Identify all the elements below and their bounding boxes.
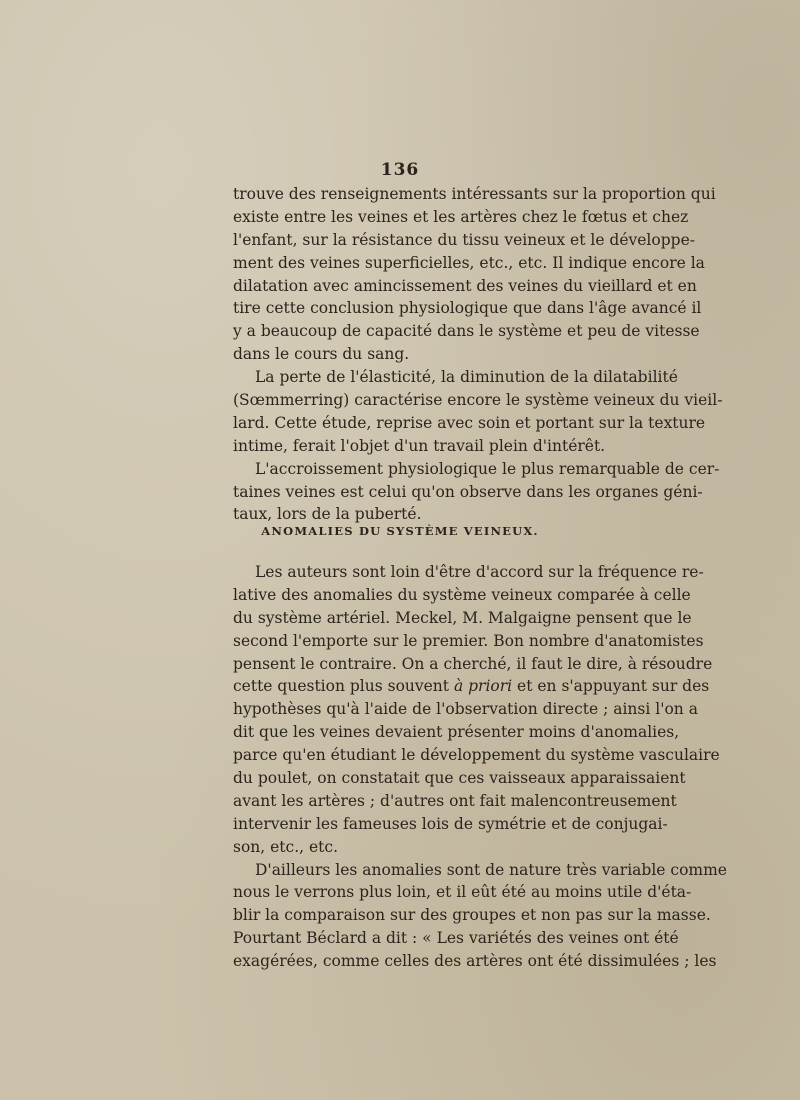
text-line: taux, lors de la puberté. [233,505,422,524]
text-line: lard. Cette étude, reprise avec soin et portant sur la texture [233,413,706,432]
text-line: taines veines est celui qu'on observe dans les organes géni- [233,482,703,501]
text-line: (Sœmmerring) caractérise encore le système veineux du vieil- [233,391,723,410]
paragraph [233,366,723,458]
text-line: son, etc., etc. [233,837,338,856]
paragraph [233,561,720,859]
paragraph [233,183,716,366]
text-line: L'accroissement physiologique le plus remarquable de cer- [255,459,720,478]
text-segment: cette question plus souvent [233,677,450,696]
paragraph [233,859,727,973]
text-line: du système artériel. Meckel, M. Malgaigne pensent que le [233,608,692,627]
text-line: blir la comparaison sur des groupes et non pas sur la masse. [233,906,711,925]
text-line: parce qu'en étudiant le développement du système vasculaire [233,746,720,765]
text-line: Les auteurs sont loin d'être d'accord sur la fréquence re- [255,563,704,581]
page-number: 136 [380,160,420,180]
text-line: avant les artères ; d'autres ont fait malencontreusement [233,791,677,810]
text-line: du poulet, on constatait que ces vaisseaux apparaissaient [233,769,686,788]
text-line: y a beaucoup de capacité dans le système et peu de vitesse [233,322,700,341]
text-block-top [233,183,723,526]
section-heading: ANOMALIES DU SYSTÈME VEINEUX. [261,524,539,538]
text-segment: et en s'appuyant sur des [512,677,710,696]
text-line: dilatation avec amincissement des veines du vieillard et en [233,276,697,295]
text-line: existe entre les veines et les artères chez le fœtus et chez [233,207,689,226]
text-block-bottom [233,561,727,973]
text-line: trouve des renseignements intéressants sur la proportion qui [233,185,716,203]
text-line: tire cette conclusion physiologique que dans l'âge avancé il [233,299,702,318]
text-line: second l'emporte sur le premier. Bon nombre d'anatomistes [233,631,704,650]
text-line: intervenir les fameuses lois de symétrie et de conjugai- [233,814,668,833]
text-line: lative des anomalies du système veineux comparée à celle [233,585,691,604]
text-line: nous le verrons plus loin, et il eût été au moins utile d'éta- [233,883,692,902]
text-line: La perte de l'élasticité, la diminution de la dilatabilité [255,368,678,387]
text-line: hypothèses qu'à l'aide de l'observation directe ; ainsi l'on a [233,700,698,719]
text-line: dans le cours du sang. [233,345,410,364]
text-line: Pourtant Béclard a dit : « Les variétés des veines ont été [233,929,679,948]
text-line: D'ailleurs les anomalies sont de nature très variable comme [255,860,727,879]
text-line: ment des veines superficielles, etc., etc. Il indique encore la [233,253,705,272]
text-line: l'enfant, sur la résistance du tissu veineux et le développe- [233,230,695,249]
text-line: intime, ferait l'objet d'un travail plein d'intérêt. [233,436,606,455]
paragraph [233,458,720,527]
text-line-mixed [233,675,710,698]
text-line: pensent le contraire. On a cherché, il faut le dire, à résoudre [233,654,713,673]
text-line: exagérées, comme celles des artères ont été dissimulées ; les [233,952,717,971]
italic-phrase: à priori [453,677,513,696]
text-line: dit que les veines devaient présenter moins d'anomalies, [233,723,680,742]
